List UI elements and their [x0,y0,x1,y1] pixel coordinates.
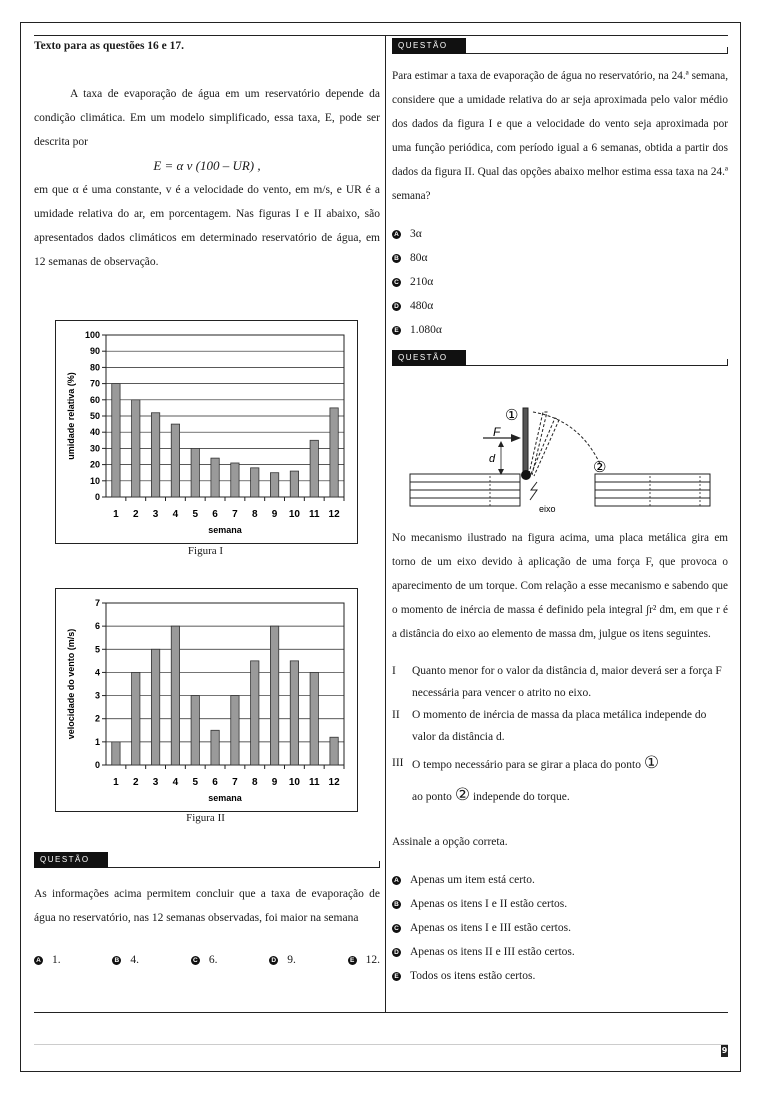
bar [290,471,298,497]
question-17-header [392,38,728,66]
bar [112,742,120,765]
q16-option-a[interactable]: A 1. [34,952,61,968]
q18-item-3: III O tempo necessário para se girar a placa do ponto ① ao ponto ② independe do torque. [392,753,660,805]
y-tick-label: 20 [89,459,100,470]
q17-option-b[interactable]: B 80α [392,246,728,270]
figure-1-svg [56,321,357,543]
q17-option-d[interactable]: D 480α [392,294,728,318]
q17-option-e[interactable]: E 1.080α [392,318,728,342]
x-tick-label: 5 [192,777,199,788]
q16-option-d[interactable]: D 9. [269,952,296,968]
question-16-options [34,952,380,968]
x-tick-label: 10 [288,509,300,520]
y-tick-label: 5 [94,644,100,655]
y-tick-label: 30 [89,443,100,454]
question-18-body [392,526,728,988]
y-tick-label: 70 [89,378,100,389]
x-axis-label: semana [208,793,242,803]
y-axis-label: umidade relativa (%) [66,372,76,460]
bar [310,440,318,497]
point-1-label: ① [505,407,519,424]
x-tick-label: 5 [192,509,199,520]
axis-pivot [521,470,531,480]
texto-heading: Texto para as questões 16 e 17. [34,40,185,52]
mechanism-diagram [405,400,715,515]
q16-option-e[interactable]: E 12. [348,952,380,968]
column-divider [385,35,386,1012]
x-tick-label: 6 [212,509,218,520]
question-16 [34,852,380,968]
y-tick-label: 3 [94,690,100,701]
footer-rule [34,1044,728,1045]
distance-label: d [489,453,496,465]
q18-option-c[interactable]: C Apenas os itens I e III estão certos. [392,916,728,940]
q18-item-2: II O momento de inércia de massa da placa metálica independe do valor da distância d. [392,709,707,743]
y-axis-label: velocidade do vento (m/s) [66,628,76,740]
bar [132,400,140,497]
question-18-header [392,350,728,378]
x-tick-label: 4 [172,777,179,788]
question-17-text: Para estimar a taxa de evaporação de água no reservatório, na 24.ª semana, considere que a umidade relativa do ar seja aproximada pelo valor médio dos dados da figura I e que a velocidade do vento seja aproximada por uma função periódica, com período igual a 6 semanas, obtida a partir dos dados da figura II. Qual das opções abaixo melhor estima essa taxa na 24.ª semana? [392,70,728,202]
figure-1-chart [55,320,358,544]
bar [171,424,179,497]
y-tick-label: 7 [94,598,100,608]
y-tick-label: 60 [89,394,100,405]
figure-1-caption: Figura I [187,545,224,557]
y-tick-label: 4 [94,667,100,678]
formula: E = α v (100 – UR) , [153,158,261,173]
bar [211,458,219,497]
y-tick-label: 40 [89,427,100,438]
description-paragraph: em que α é uma constante, v é a velocidade do vento, em m/s, e UR é a umidade relativa do ar, em porcentagem. Nas figuras I e II abaixo, são apresentados dados climáticos em determinado reservatório de água, em 12 semanas de observação. [34,184,380,268]
figure-2-caption: Figura II [186,812,225,824]
bar [270,473,278,497]
question-16-text: As informações acima permitem concluir que a taxa de evaporação de água no reservatório, nas 12 semanas observadas, foi maior na semana [34,888,380,924]
question-17-label: QUESTÃO 17 [392,38,466,54]
bar [171,626,179,765]
plot-area [106,603,344,765]
y-tick-label: 1 [94,736,100,747]
bar [132,672,140,765]
left-column [34,38,380,274]
q16-option-b[interactable]: B 4. [112,952,139,968]
question-18-text: No mecanismo ilustrado na figura acima, uma placa metálica gira em torno de um eixo devido à aplicação de uma força F, que provoca o aparecimento de um torque. Com relação a esse mecanismo e sabendo que o momento de inércia de massa é definido pela integral ∫r² dm, em que r é a distância do eixo ao elemento de massa dm, julgue os itens seguintes. [392,532,728,640]
q18-option-b[interactable]: B Apenas os itens I e II estão certos. [392,892,728,916]
bar [251,468,259,497]
x-tick-label: 11 [308,777,320,788]
intro-paragraph: A taxa de evaporação de água em um reservatório depende da condição climática. Em um modelo simplificado, essa taxa, E, pode ser descrita por [34,88,380,148]
bottom-rule [34,1012,728,1013]
q18-option-e[interactable]: E Todos os itens estão certos. [392,964,728,988]
x-tick-label: 9 [271,509,278,520]
x-tick-label: 2 [132,509,139,520]
x-tick-label: 12 [328,509,340,520]
x-tick-label: 3 [152,509,159,520]
bar [330,408,338,497]
y-tick-label: 0 [94,492,100,502]
question-16-label: QUESTÃO 16 [34,852,108,868]
figure-2-chart [55,588,358,812]
force-label: F [493,425,501,439]
page-number: 9 [721,1046,728,1055]
bar [191,448,199,497]
figure-2-svg [56,589,357,811]
question-16-header [34,852,380,880]
y-tick-label: 90 [89,346,100,357]
x-tick-label: 12 [328,777,340,788]
x-tick-label: 8 [251,777,258,788]
y-tick-label: 6 [94,621,100,632]
axis-label: eixo [539,504,556,514]
y-tick-label: 50 [89,411,100,421]
y-tick-label: 2 [94,713,100,724]
bar [310,672,318,765]
x-tick-label: 4 [172,509,179,520]
y-tick-label: 80 [89,362,100,373]
x-tick-label: 11 [308,509,320,520]
y-tick-label: 10 [89,475,100,486]
point-2-label: ② [593,459,607,476]
top-rule [34,35,728,36]
x-tick-label: 2 [132,777,139,788]
bar [112,384,120,497]
x-tick-label: 3 [152,777,159,788]
bar [231,696,239,765]
x-axis-label: semana [208,525,242,535]
x-tick-label: 8 [251,509,258,520]
x-tick-label: 1 [113,509,119,520]
bar [151,413,159,497]
x-tick-label: 10 [288,777,300,788]
x-tick-label: 1 [113,777,119,788]
bar [231,463,239,497]
bar [330,737,338,765]
question-18-prompt: Assinale a opção correta. [392,836,508,848]
q16-option-c[interactable]: C 6. [191,952,218,968]
bar [290,661,298,765]
q17-option-a[interactable]: A 3α [392,222,728,246]
x-tick-label: 9 [271,777,278,788]
x-tick-label: 6 [212,777,218,788]
bar [151,649,159,765]
x-tick-label: 7 [232,777,238,788]
bar [191,696,199,765]
q17-option-c[interactable]: C 210α [392,270,728,294]
y-tick-label: 100 [84,330,100,340]
question-18-label: QUESTÃO 18 [392,350,466,366]
bar [251,661,259,765]
metal-plate [523,408,528,476]
q18-item-1: I Quanto menor for o valor da distância d, maior deverá ser a força F necessária para vencer o atrito no eixo. [392,665,722,699]
right-column [392,38,728,378]
bar [270,626,278,765]
q18-option-a[interactable]: A Apenas um item está certo. [392,868,728,892]
x-tick-label: 7 [232,509,238,520]
y-tick-label: 0 [94,760,100,770]
bar [211,730,219,765]
q18-option-d[interactable]: D Apenas os itens II e III estão certos. [392,940,728,964]
